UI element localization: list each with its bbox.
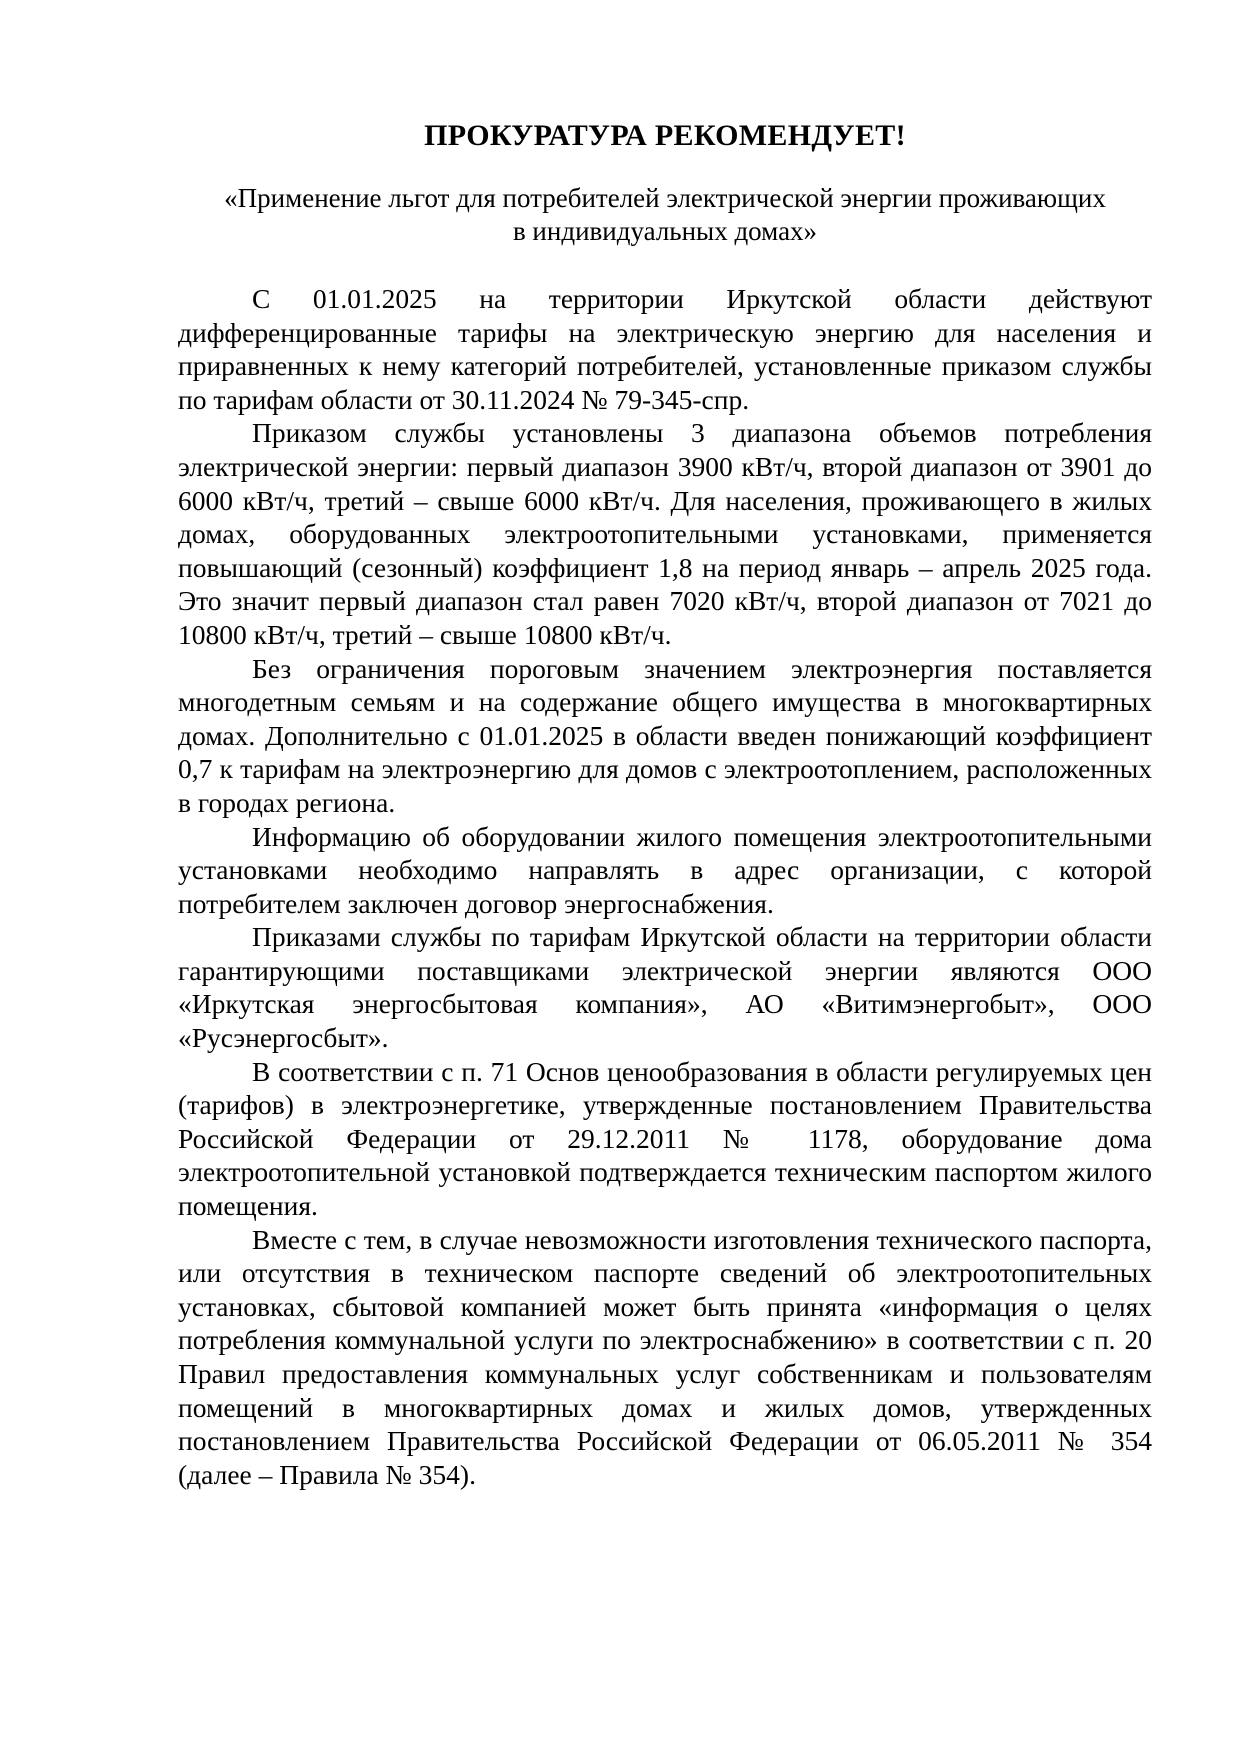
paragraph-tariffs-intro: С 01.01.2025 на территории Иркутской области действуют дифференцированные тарифы на электрическую энергию для населения и приравненных к нему категорий потребителей, установленные приказом службы по тарифам области от 30.11.2024 № 79-345-спр. bbox=[178, 283, 1152, 415]
document-subtitle: «Применение льгот для потребителей электрической энергии проживающих в индивидуальных домах» bbox=[224, 183, 1106, 246]
document-page bbox=[178, 118, 1152, 1491]
paragraph-alternative-information: Вместе с тем, в случае невозможности изготовления технического паспорта, или отсутствия в техническом паспорте сведений об электроотопительных установках, сбытовой компанией может быть принята «информация о целях потребления коммунальной услуги по электроснабжению» в соответствии с п. 20 Правил предоставления коммунальных услуг собственникам и пользователям помещений в многоквартирных домах и жилых домов, утвержденных постановлением Правительства Российской Федерации от 06.05.2011 № 354 (далее – Правила № 354). bbox=[178, 1223, 1152, 1490]
paragraph-technical-passport: В соответствии с п. 71 Основ ценообразования в области регулируемых цен (тарифов) в электроэнергетике, утвержденные постановлением Правительства Российской Федерации от 29.12.2011 № 1178, оборудование дома электроотопительной установкой подтверждается техническим паспортом жилого помещения. bbox=[178, 1055, 1152, 1222]
paragraph-information-submission: Информацию об оборудовании жилого помещения электроотопительными установками необходимо направлять в адрес организации, с которой потребителем заключен договор энергоснабжения. bbox=[178, 820, 1152, 919]
paragraph-no-threshold: Без ограничения пороговым значением электроэнергия поставляется многодетным семьям и на содержание общего имущества в многоквартирных домах. Дополнительно с 01.01.2025 в области введен понижающий коэффициент 0,7 к тарифам на электроэнергию для домов с электроотоплением, расположенных в городах региона. bbox=[178, 652, 1152, 818]
document-title: ПРОКУРАТУРА РЕКОМЕНДУЕТ! bbox=[424, 119, 906, 152]
paragraph-suppliers: Приказами службы по тарифам Иркутской области на территории области гарантирующими поставщиками электрической энергии являются ООО «Иркутская энергосбытовая компания», АО «Витимэнергобыт», ООО «Русэнергосбыт». bbox=[178, 921, 1152, 1054]
paragraph-consumption-ranges: Приказом службы установлены 3 диапазона объемов потребления электрической энергии: первый диапазон 3900 кВт/ч, второй диапазон от 3901 до 6000 кВт/ч, третий – свыше 6000 кВт/ч. Для населения, проживающего в жилых домах, оборудованных электроотопительными установками, применяется повышающий (сезонный) коэффициент 1,8 на период январь – апрель 2025 года. Это значит первый диапазон стал равен 7020 кВт/ч, второй диапазон от 7021 до 10800 кВт/ч, третий – свыше 10800 кВт/ч. bbox=[178, 417, 1152, 650]
